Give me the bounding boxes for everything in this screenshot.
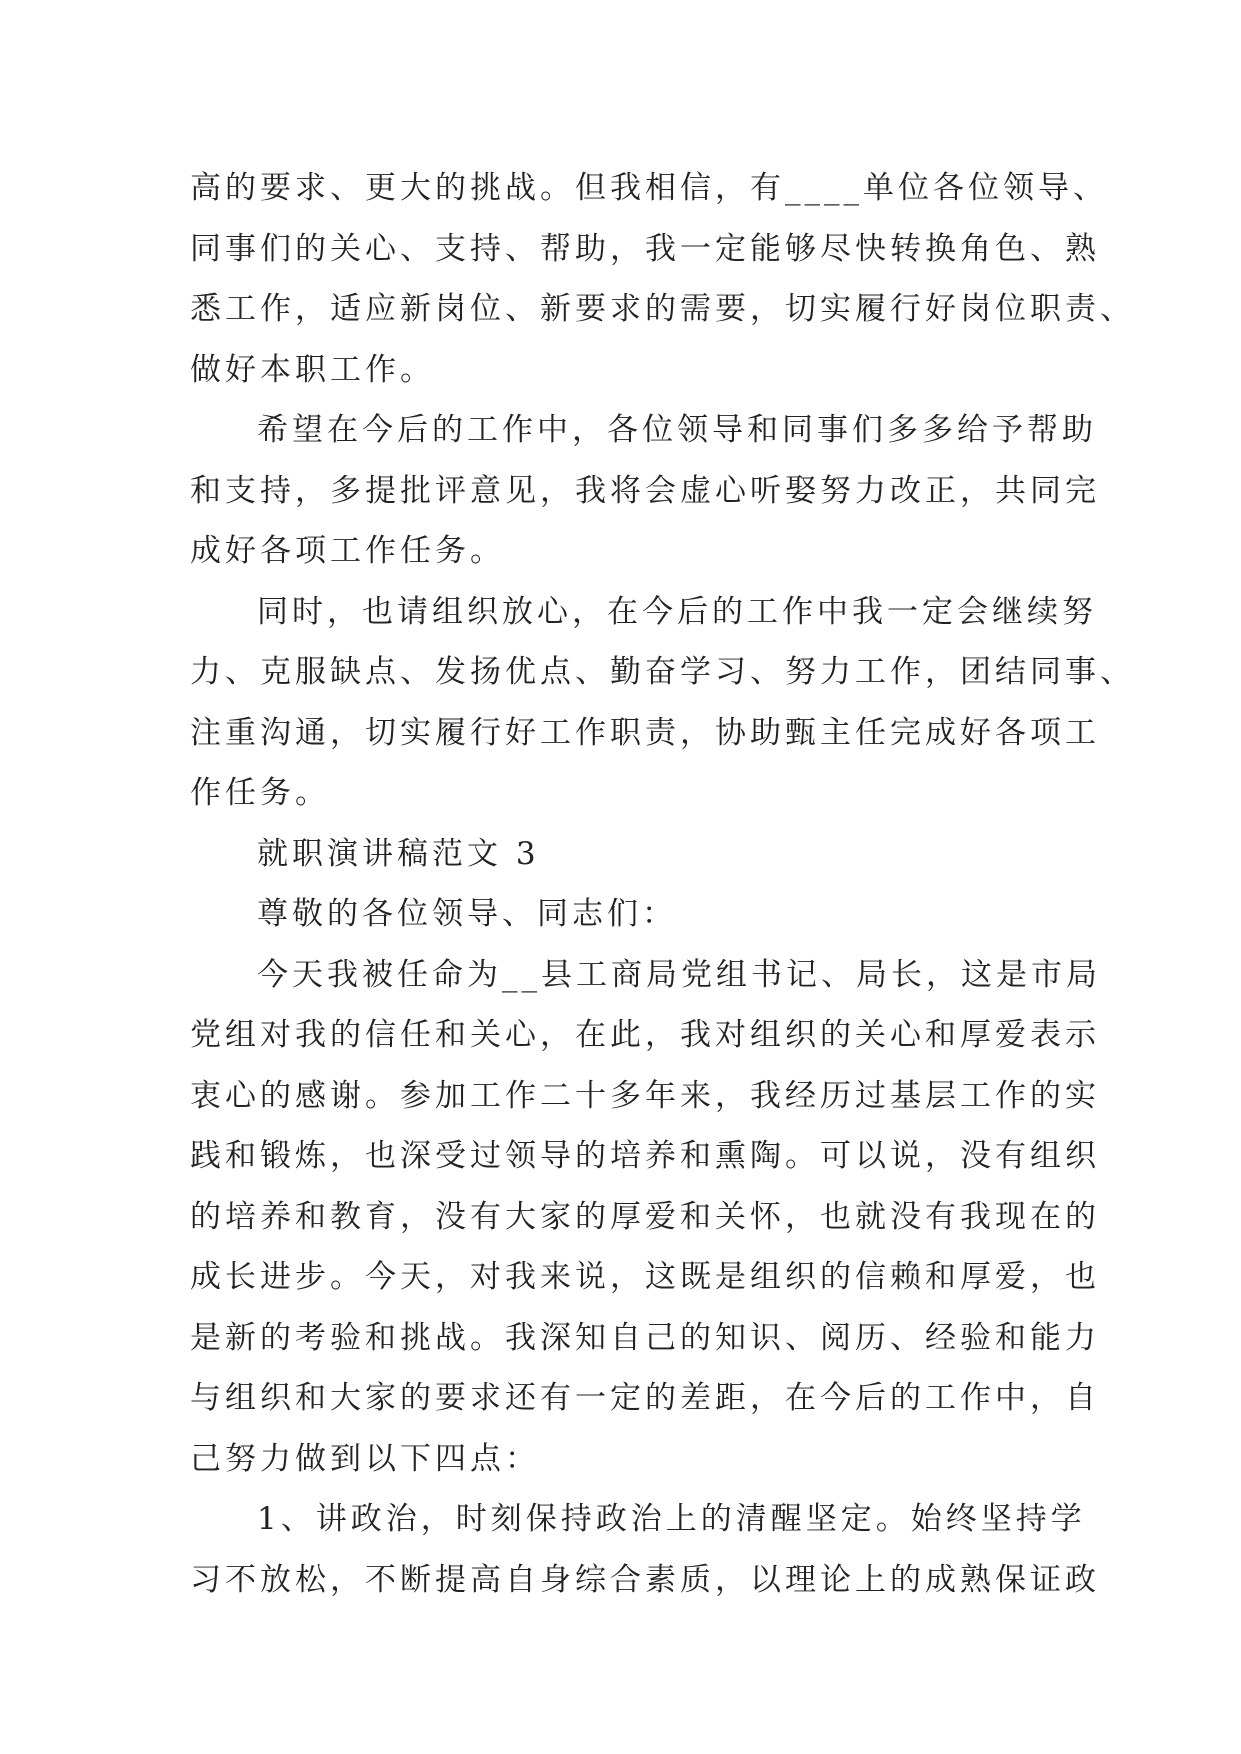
text-line: 作任务。 [190,775,330,811]
text-line: 的培养和教育，没有大家的厚爱和关怀，也就没有我现在的 [190,1198,1100,1235]
text-line: 1、讲政治，时刻保持政治上的清醒坚定。始终坚持学 [257,1501,1086,1537]
text-line: 同事们的关心、支持、帮助，我一定能够尽快转换角色、熟 [190,230,1100,267]
text-line: 与组织和大家的要求还有一定的差距，在今后的工作中，自 [190,1380,1100,1416]
text-line: 成长进步。今天，对我来说，这既是组织的信赖和厚爱，也 [190,1259,1100,1295]
text-line: 希望在今后的工作中，各位领导和同事们多多给予帮助 [257,412,1097,448]
text-line: 衷心的感谢。参加工作二十多年来，我经历过基层工作的实 [190,1077,1100,1114]
text-line: 今天我被任命为__县工商局党组书记、局长，这是市局 [257,956,1101,993]
text-line: 高的要求、更大的挑战。但我相信，有____单位各位领导、 [190,170,1108,206]
text-line: 同时，也请组织放心，在今后的工作中我一定会继续努 [257,593,1097,630]
text-line: 尊敬的各位领导、同志们： [257,896,677,932]
text-line: 和支持，多提批评意见，我将会虚心听娶努力改正，共同完 [190,472,1100,509]
text-line: 党组对我的信任和关心，在此，我对组织的关心和厚爱表示 [190,1017,1100,1053]
text-line: 践和锻炼，也深受过领导的培养和熏陶。可以说，没有组织 [190,1138,1100,1174]
text-line: 成好各项工作任务。 [190,533,505,569]
text-line: 悉工作，适应新岗位、新要求的需要，切实履行好岗位职责、 [190,291,1135,327]
text-line: 力、克服缺点、发扬优点、勤奋学习、努力工作，团结同事、 [190,654,1135,690]
text-line: 注重沟通，切实履行好工作职责，协助甄主任完成好各项工 [190,714,1100,751]
text-line: 习不放松，不断提高自身综合素质，以理论上的成熟保证政 [190,1561,1100,1598]
text-line: 就职演讲稿范文 3 [257,835,540,872]
text-line: 做好本职工作。 [190,351,435,388]
text-line: 己努力做到以下四点： [190,1440,540,1477]
text-line: 是新的考验和挑战。我深知自己的知识、阅历、经验和能力 [190,1319,1100,1356]
document-body [190,158,1135,1610]
